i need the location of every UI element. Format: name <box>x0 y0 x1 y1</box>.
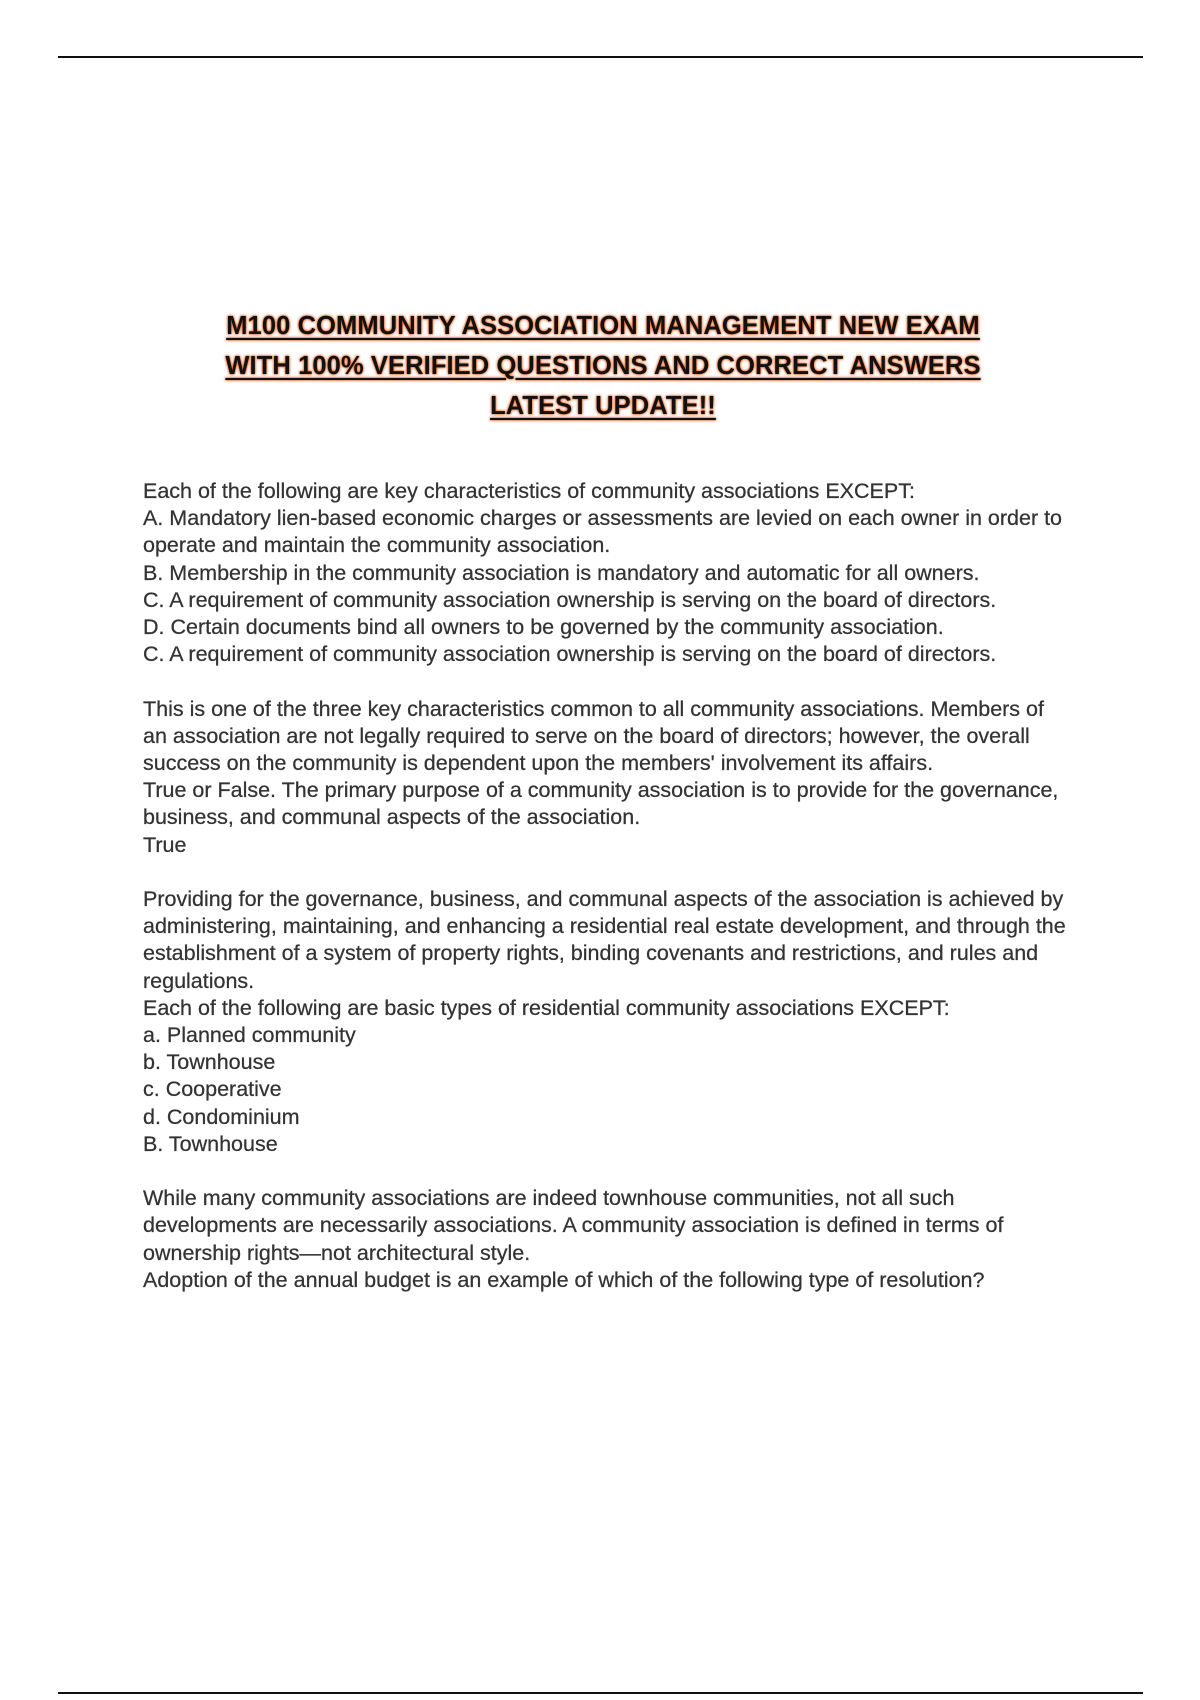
q3-explanation: While many community associations are indeed townhouse communities, not all such developments are necessarily associations. A community association is defined in terms of ownership rights—not architectural style. <box>143 1186 1004 1265</box>
title-line-3: LATEST UPDATE!! <box>490 392 716 420</box>
q1-answer: C. A requirement of community association ownership is serving on the board of directors. <box>143 642 997 667</box>
document-title <box>143 306 1063 426</box>
q4-question: Adoption of the annual budget is an example of which of the following type of resolution? <box>143 1267 985 1292</box>
spacer <box>143 859 1073 886</box>
title-line-2: WITH 100% VERIFIED QUESTIONS AND CORRECT ANSWERS <box>225 352 981 380</box>
q1-option-d: D. Certain documents bind all owners to be governed by the community association. <box>143 615 944 640</box>
q1-option-a: A. Mandatory lien-based economic charges or assessments are levied on each owner in order to operate and maintain the community association. <box>143 506 1063 558</box>
q1-option-b: B. Membership in the community association is mandatory and automatic for all owners. <box>143 560 980 585</box>
title-line-1: M100 COMMUNITY ASSOCIATION MANAGEMENT NEW EXAM <box>226 312 980 340</box>
q3-option-a: a. Planned community <box>143 1023 356 1048</box>
q3-option-d: d. Condominium <box>143 1104 300 1129</box>
q3-option-c: c. Cooperative <box>143 1077 282 1102</box>
header-rule <box>58 56 1143 58</box>
spacer <box>143 1158 1073 1185</box>
q1-explanation: This is one of the three key characteristics common to all community associations. Members of an association are not legally required to serve on the board of directors; however, the overall success on the community is dependent upon the members' involvement its affairs. <box>143 696 1044 776</box>
q2-answer: True <box>143 832 187 857</box>
q3-option-b: b. Townhouse <box>143 1050 276 1075</box>
q1-question: Each of the following are key characteristics of community associations EXCEPT: <box>143 479 915 503</box>
document-body <box>143 478 1073 1294</box>
q1-option-c: C. A requirement of community association ownership is serving on the board of directors. <box>143 587 997 612</box>
q3-answer: B. Townhouse <box>143 1131 278 1156</box>
q3-question: Each of the following are basic types of residential community associations EXCEPT: <box>143 995 950 1020</box>
spacer <box>143 668 1073 695</box>
q2-explanation: Providing for the governance, business, and communal aspects of the association is achieved by administering, maintaining, and enhancing a residential real estate development, and through the establishment of a system of property rights, binding covenants and restrictions, and rules and regulations. <box>143 887 1066 993</box>
q2-question: True or False. The primary purpose of a community association is to provide for the governance, business, and communal aspects of the association. <box>143 778 1059 830</box>
footer-rule <box>58 1692 1143 1694</box>
